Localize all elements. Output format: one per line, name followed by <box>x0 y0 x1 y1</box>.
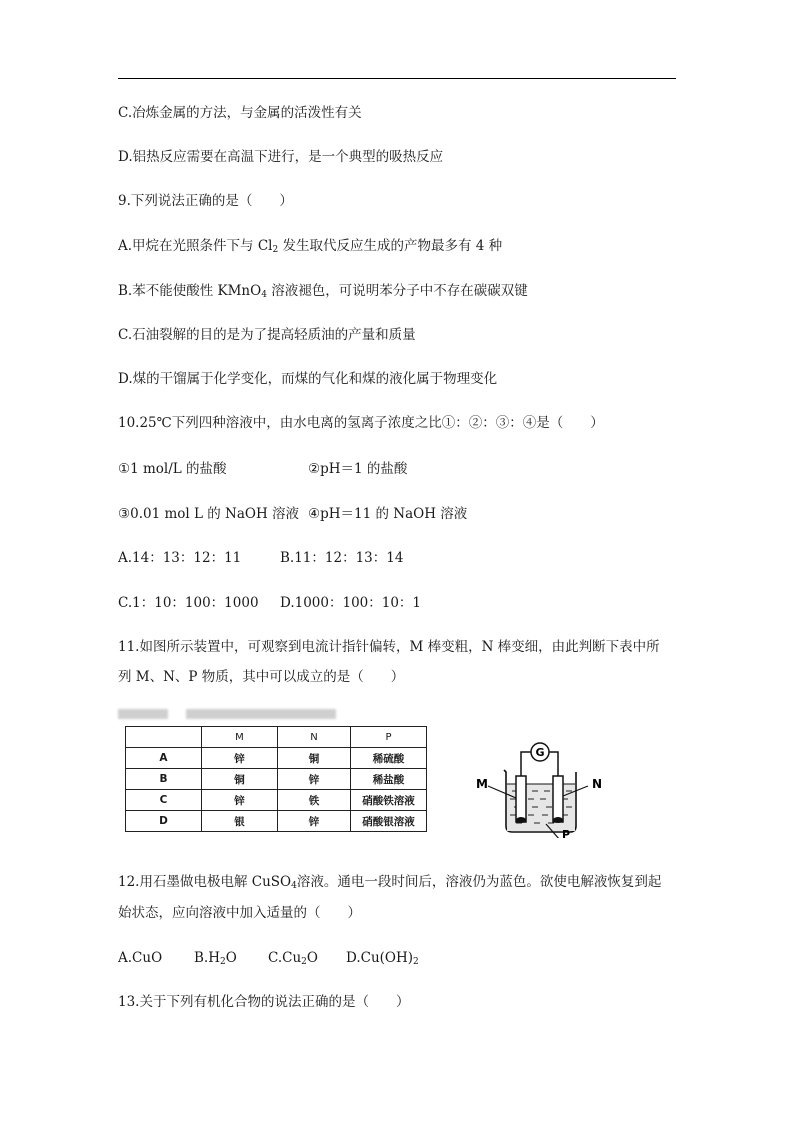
table-cell: A <box>126 748 202 769</box>
table-cell: 稀盐酸 <box>351 769 427 790</box>
q12-option-a: A.CuO <box>118 950 163 966</box>
table-cell: 铁 <box>278 790 351 811</box>
table-cell: 硝酸银溶液 <box>351 811 427 832</box>
table-cell: 锌 <box>202 748 278 769</box>
q10-options-cd <box>118 594 421 612</box>
table-header-cell: P <box>351 727 427 748</box>
q11-stem-line2: 列 M、N、P 物质，其中可以成立的是（ ） <box>118 669 405 685</box>
q13-stem: 13.关于下列有机化合物的说法正确的是（ ） <box>118 994 410 1010</box>
label-n: N <box>592 777 603 791</box>
electrode-n-tip <box>553 817 563 823</box>
scan-artifact <box>186 709 336 719</box>
table-cell: 锌 <box>278 769 351 790</box>
table-cell: 铜 <box>202 769 278 790</box>
table-header-row <box>126 727 427 748</box>
q12-option-d: $D.Cu(OH)_2$ <box>346 950 419 967</box>
q11-table <box>125 726 427 832</box>
table-cell: D <box>126 811 202 832</box>
galvanometer-label: G <box>535 746 545 759</box>
table-cell: 稀硫酸 <box>351 748 427 769</box>
q10-solution-2: ②pH＝1 的盐酸 <box>308 461 408 477</box>
table-cell: 硝酸铁溶液 <box>351 790 427 811</box>
q10-stem: 10.25℃下列四种溶液中，由水电离的氢离子浓度之比①：②：③：④是（ ） <box>118 415 604 431</box>
table-header-cell: M <box>202 727 278 748</box>
electrolytic-cell-figure <box>470 728 620 838</box>
table-header-cell <box>126 727 202 748</box>
q9-option-b: B.苯不能使酸性 KMnO$_4$ 溶液褪色，可说明苯分子中不存在碳碳双键 <box>118 283 528 300</box>
q10-solution-4: ④pH＝11 的 NaOH 溶液 <box>308 506 468 522</box>
electrode-m <box>516 776 526 822</box>
label-m: M <box>476 777 488 791</box>
q12-stem-line1: 12.用石墨做电极电解 CuSO$_4$溶液。通电一段时间后，溶液仍为蓝色。欲使电解液恢复到起 <box>118 874 662 891</box>
q8-option-c: C.冶炼金属的方法，与金属的活泼性有关 <box>118 105 362 121</box>
q10-solution-1: ①1 mol/L 的盐酸 <box>118 461 227 477</box>
table-row <box>126 769 427 790</box>
table-cell: B <box>126 769 202 790</box>
table-cell: 锌 <box>202 790 278 811</box>
q12-stem-line2: 始状态，应向溶液中加入适量的（ ） <box>118 905 361 921</box>
q10-solutions-1-2 <box>118 460 407 478</box>
table-cell: C <box>126 790 202 811</box>
q9-option-a: A.甲烷在光照条件下与 $Cl_2$ 发生取代反应生成的产物最多有 4 种 <box>118 238 503 255</box>
electrode-m-tip <box>516 817 526 823</box>
electrode-n <box>553 776 563 822</box>
wire-left <box>521 752 531 776</box>
scan-artifact <box>118 709 168 719</box>
table-cell: 锌 <box>278 811 351 832</box>
table-cell: 铜 <box>278 748 351 769</box>
table-row <box>126 790 427 811</box>
table-header-cell: N <box>278 727 351 748</box>
q12-option-b: $B.H_2O$ <box>194 950 237 967</box>
q10-option-a: A.14：13：12：11 <box>118 550 242 566</box>
q10-option-d: D.1000：100：10：1 <box>280 595 422 611</box>
q12-option-c: $C.Cu_2O$ <box>268 950 318 967</box>
q10-solution-3: ③0.01 mol L 的 NaOH 溶液 <box>118 506 300 522</box>
q10-option-b: B.11：12：13：14 <box>280 550 404 566</box>
q9-option-c: C.石油裂解的目的是为了提高轻质油的产量和质量 <box>118 327 416 343</box>
label-p: P <box>562 828 571 838</box>
q10-option-c: C.1：10：100：1000 <box>118 595 259 611</box>
q10-solutions-3-4 <box>118 505 467 523</box>
q9-stem: 9.下列说法正确的是（ ） <box>118 193 293 209</box>
table-cell: 银 <box>202 811 278 832</box>
q8-option-d: D.铝热反应需要在高温下进行，是一个典型的吸热反应 <box>118 149 444 165</box>
q12-options <box>118 949 419 971</box>
q10-options-ab <box>118 549 403 567</box>
header-rule <box>118 78 676 79</box>
wire-right <box>549 752 558 776</box>
q9-option-d: D.煤的干馏属于化学变化，而煤的气化和煤的液化属于物理变化 <box>118 371 498 387</box>
table-row <box>126 811 427 832</box>
table-row <box>126 748 427 769</box>
q11-stem-line1: 11.如图所示装置中，可观察到电流计指针偏转，M 棒变粗，N 棒变细，由此判断下表中所 <box>118 639 660 655</box>
